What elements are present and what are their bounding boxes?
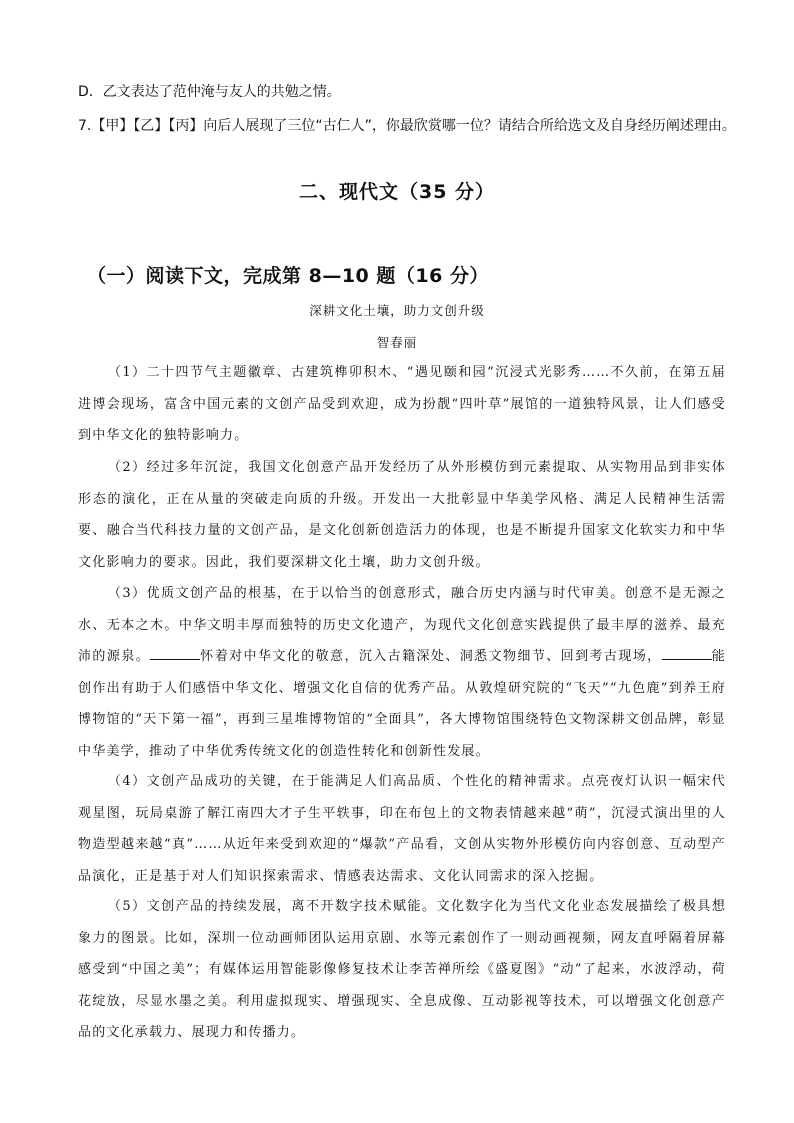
paragraph-5: （5）文创产品的持续发展，离不开数字技术赋能。文化数字化为当代文化业态发展描绘了极具想象力的图景。比如，深圳一位动画师团队运用京剧、水等元素创作了一则动画视频，网友直呼隔着屏幕感受到“中国之美”；有媒体运用智能影像修复技术让李苦禅所绘《盛夏图》“动”了起来，水波浮动，荷花绽放，尽显水墨之美。利用虚拟现实、增强现实、全息成像、互动影视等技术，可以增强文化创意产品的文化承载力、展现力和传播力。 (78, 899, 726, 1040)
paragraph-3-part-c: 能创作出有助于人们感悟中华文化、增强文化自信的优秀产品。从敦煌研究院的“飞天”“九色鹿”到养王府博物馆的“天下第一福”，再到三星堆博物馆的“全面具”，各大博物馆围绕特色文物深耕文创品牌，彰显中华美学，推动了中华优秀传统文化的创造性转化和创新性发展。 (78, 649, 726, 759)
section-title: 二、现代文（35 分） (298, 181, 496, 203)
paragraph-3-part-b: 怀着对中华文化的敬意，沉入古籍深处、洞悉文物细节、回到考古现场， (200, 649, 662, 664)
paragraph-3 (78, 578, 726, 767)
paragraph-2: （2）经过多年沉淀，我国文化创意产品开发经历了从外形模仿到元素提取、从实物用品到非实体形态的演化，正在从量的突破走向质的升级。开发出一大批彰显中华美学风格、满足人民精神生活需要、融合当代科技力量的文创产品，是文化创新创造活力的体现，也是不断提升国家文化软实力和中华文化影响力的要求。因此，我们要深耕文化土壤，助力文创升级。 (78, 460, 726, 570)
article-author: 智春丽 (376, 335, 418, 350)
article-title: 深耕文化土壤，助力文创升级 (309, 303, 485, 318)
paragraph-1: （1）二十四节气主题徽章、古建筑榫卯积木、“遇见颐和园”沉浸式光影秀……不久前，在第五届进博会现场，富含中国元素的文创产品受到欢迎，成为扮靓“四叶草”展馆的一道独特风景，让人们感受到中华文化的独特影响力。 (78, 365, 726, 443)
paragraph-4: （4）文创产品成功的关键，在于能满足人们高品质、个性化的精神需求。点亮夜灯认识一幅宋代观星图，玩局桌游了解江南四大才子生平轶事，印在布包上的文物表情越来越“萌”，沉浸式演出里的人物造型越来越“真”……从近年来受到欢迎的“爆款”产品看，文创从实物外形模仿向内容创意、互动型产品演化，正是基于对人们知识探索需求、情感表达需求、文化认同需求的深入挖掘。 (78, 774, 726, 884)
option-d: D．乙文表达了范仲淹与友人的共勉之情。 (78, 84, 341, 100)
fill-blank-2[interactable] (662, 645, 712, 660)
paragraph-3-part-a: （3）优质文创产品的根基，在于以恰当的创意形式，融合历史内涵与时代审美。创意不是无源之水、无本之木。中华文明丰厚而独特的历史文化遗产，为现代文化创意实践提供了最丰厚的滋养、最充沛的源泉。 (78, 586, 726, 664)
subsection-title: （一）阅读下文，完成第 8—10 题（16 分） (87, 265, 489, 287)
question-7: 7.【甲】【乙】【丙】向后人展现了三位“古仁人”，你最欣赏哪一位？请结合所给选文及自身经历阐述理由。 (78, 118, 736, 134)
fill-blank-1[interactable] (150, 645, 200, 660)
